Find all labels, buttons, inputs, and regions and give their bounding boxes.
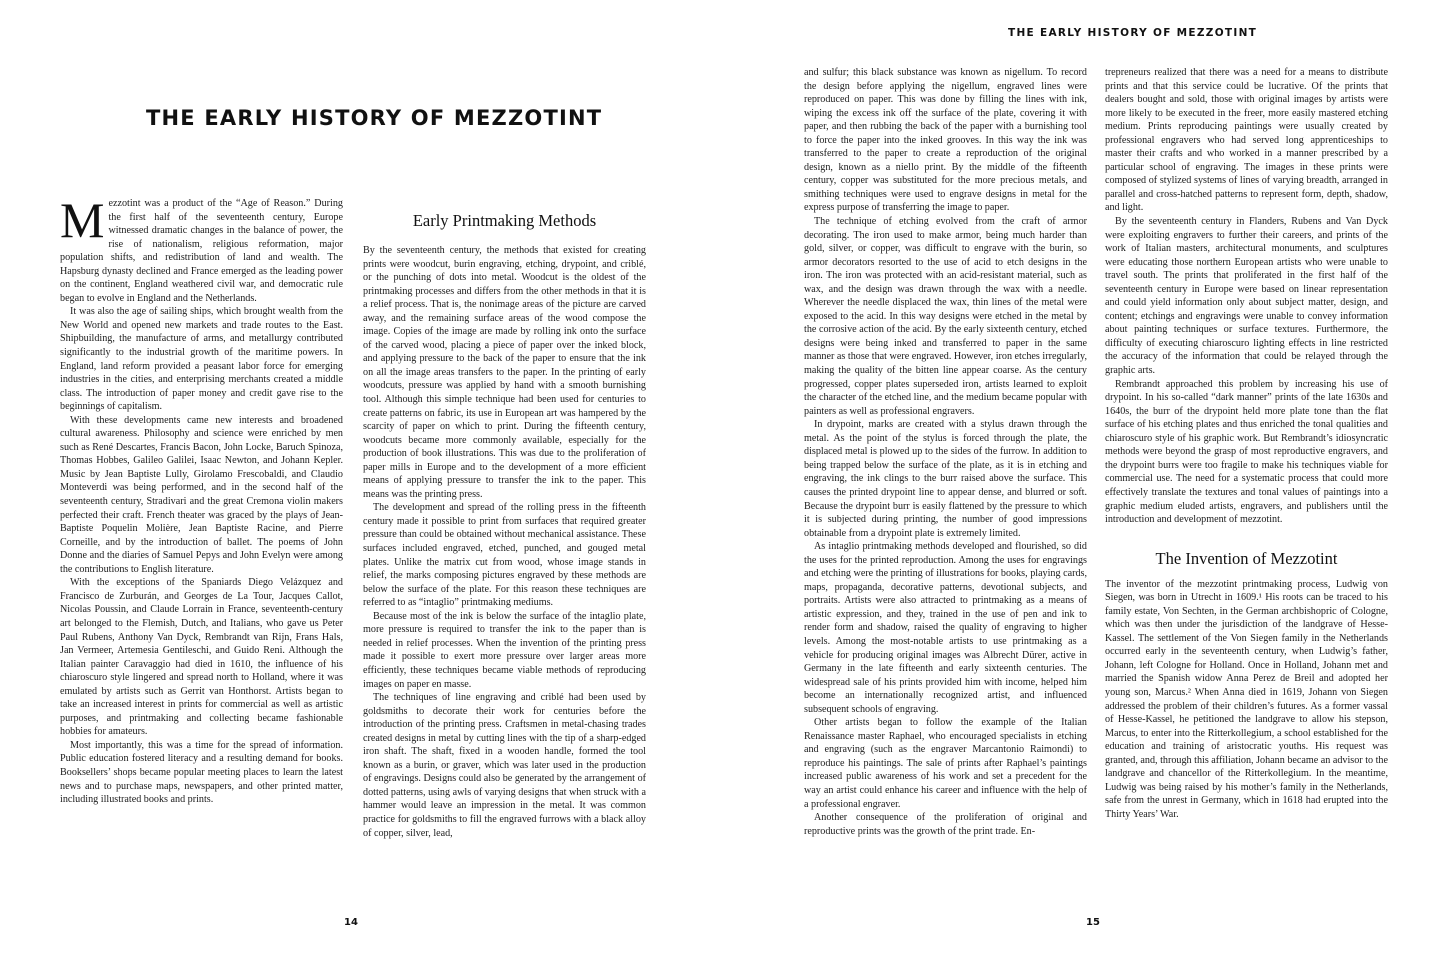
paragraph: In drypoint, marks are created with a stylus drawn through the metal. As the point of the stylus is forced through the plate, the displaced metal is plowed up to the sides of the furrow. In addition to being trapped below the surface of the plate, as it is in etching and engraving, the ink clings to the burr raised above the surface. This causes the printed drypoint line to appear dense, and blurred or soft. Because the drypoint burr is easily flattened by the pressure to which it is subjected during printing, the number of good impressions obtainable from a drypoint plate is extremely limited.	[804, 419, 1087, 539]
left-page	[0, 0, 722, 963]
right-page	[723, 0, 1445, 963]
paragraph: and sulfur; this black substance was known as nigellum. To record the design before applying the nigellum, engraved lines were reproduced on paper. This was done by filling the lines with ink, wiping the excess ink off the surface of the plate, covering it with paper, and then rubbing the back of the paper with a burnishing tool to force the paper into the inked grooves. In this way the ink was transferred to the paper to create a reproduction of the original design, known as a niello print. By the middle of the fifteenth century, copper was substituted for the more precious metals, and smithing techniques were used to engrave designs in metal for the express purpose of transferring the image to paper.	[804, 67, 1087, 214]
page-number-left: 14	[344, 917, 358, 928]
paragraph: With the exceptions of the Spaniards Diego Velázquez and Francisco de Zurburán, and Georges de La Tour, Jacques Callot, Nicolas Poussin, and Claude Lorrain in France, seventeenth-century art belonged to the Flemish, Dutch, and Italians, who gave us Peter Paul Rubens, Anthony Van Dyck, Rembrandt van Rijn, Frans Hals, Jan Vermeer, Artemesia Gentileschi, and Guido Reni. Although the Italian painter Caravaggio had died in 1610, the influence of his chiaroscuro style lingered and spread north to Holland, where it was emulated by artists such as Gerrit van Honthorst. Artists began to take an increased interest in prints for commercial as well as artistic purposes, and printmaking and collecting became fashionable hobbies for amateurs.	[60, 577, 343, 738]
paragraph: With these developments came new interests and broadened cultural awareness. Philosophy and science were enriched by men such as René Descartes, Francis Bacon, John Locke, Baruch Spinoza, Thomas Hobbes, Galileo Galilei, Isaac Newton, and Johann Kepler. Music by Jean Baptiste Lully, Girolamo Frescobaldi, and Claudio Monteverdi was being performed, and in the second half of the seventeenth century, Stradivari and the great Cremona violin makers perfected their craft. French theater was graced by the plays of Jean-Baptiste Poquelin Molière, Jean Baptiste Racine, and Pierre Corneille, and by the introduction of ballet. The poems of John Donne and the diaries of Samuel Pepys and John Evelyn were among the contributions to English literature.	[60, 414, 343, 575]
paragraph: The development and spread of the rolling press in the fifteenth century made it possible to print from surfaces that required greater pressure than could be obtained without mechanical assistance. These surfaces included engraved, etched, punched, and gouged metal plates. Unlike the matrix cut from wood, whose image stands in relief, the marks composing pictures engraved by these methods are below the surface of the plate. For this reason these techniques are referred to as “intaglio” printmaking mediums.	[363, 502, 646, 609]
paragraph: By the seventeenth century in Flanders, Rubens and Van Dyck were exploiting engravers to further their careers, and prints of the work of Italian masters, architectural monuments, and sculptures were educating those northern European artists who were unable to travel south. The prints that proliferated in the first half of the seventeenth century in Europe were based on linear representation and could yield information only about subject matter, design, and content; etchings and engravings were unable to convey information about painting techniques or surface textures. Furthermore, the difficulty of executing chiaroscuro lighting effects in line restricted the accuracy of the information that could be relayed through the graphic arts.	[1105, 216, 1388, 377]
page-number-right: 15	[1086, 917, 1100, 928]
paragraph: The technique of etching evolved from the craft of armor decorating. The iron used to make armor, being much harder than gold, silver, or copper, was difficult to engrave with the burin, so armor decorators resorted to the use of acid to etch designs in the iron. The iron was protected with an acid-resistant material, such as wax, and the design was drawn through the wax with a needle. Wherever the needle displaced the wax, thin lines of the metal were exposed to the acid. In this way designs were etched in the metal by the corrosive action of the acid. By the early sixteenth century, etched designs were being inked and transferred to paper in the same manner as those that were engraved. However, iron etches irregularly, making the quality of the bitten line appear coarse. As the century progressed, copper plates superseded iron, artists learned to exploit the character of the etched line, and the medium became popular with painters as well as professional engravers.	[804, 216, 1087, 417]
paragraph: Because most of the ink is below the surface of the intaglio plate, more pressure is required to transfer the ink to the paper than is needed in relief processes. When the invention of the printing press made it possible to exert more pressure over larger areas more efficiently, these techniques became viable methods of reproducing images on paper en masse.	[363, 610, 646, 690]
body-column-4	[1105, 66, 1388, 896]
opening-paragraph	[60, 197, 343, 305]
paragraph: It was also the age of sailing ships, which brought wealth from the New World and opened new markets and trade routes to the East. Shipbuilding, the manufacture of arms, and metallurgy contributed significantly to the industrial growth of the maritime powers. In England, land reform provided a peasant labor force for emerging industries in the cities, and enterprising merchants created a middle class. The introduction of paper money and credit gave rise to the beginnings of capitalism.	[60, 306, 343, 413]
paragraph: Most importantly, this was a time for the spread of information. Public education fostered literacy and a resulting demand for books. Booksellers’ shops became popular meeting places to learn the latest news and to purchase maps, newspapers, and other printed matter, including illustrated books and prints.	[60, 739, 343, 806]
paragraph: As intaglio printmaking methods developed and flourished, so did the uses for the printed reproduction. Among the uses for engravings and etching were the printing of illustrations for books, playing cards, maps, propaganda, decorative patterns, devotional subjects, and portraits. Artists were also attracted to printmaking as a means of artistic expression, and they, trained in the use of pen and ink to render form and shadow, raised the quality of engraving to higher levels. Among the most-notable artists to use printmaking as a vehicle for producing original images was Albrecht Dürer, active in Germany in the late fifteenth and early sixteenth centuries. The widespread sale of his prints provided him with income, helped him become an internationally recognized artist, and influenced subsequent schools of engraving.	[804, 541, 1087, 715]
paragraph: The techniques of line engraving and criblé had been used by goldsmiths to decorate their work for centuries before the introduction of the printing press. Craftsmen in metal-chasing trades created designs in metal by cutting lines with the tip of a sharp-edged iron shaft. The shaft, fixed in a wooden handle, formed the tool known as a burin, or graver, which was later used in the production of engravings. Designs could also be generated by the arrangement of dotted patterns, using awls of varying designs that when struck with a hammer would leave an impression in the metal. It was common practice for goldsmiths to fill the engraved furrows with a black alloy of copper, silver, lead,	[363, 692, 646, 839]
paragraph: Other artists began to follow the example of the Italian Renaissance master Raphael, who encouraged specialists in etching and engraving (such as the engraver Marcantonio Raimondi) to reproduce his paintings. The sale of prints after Raphael’s paintings increased public awareness of his work and set a precedent for the way an artist could enhance his career and influence with the help of a professional engraver.	[804, 717, 1087, 810]
paragraph: Rembrandt approached this problem by increasing his use of drypoint. In his so-called “dark manner” prints of the late 1630s and 1640s, the burr of the drypoint held more plate tone than the flat surface of his etching plates and thus enriched the tonal qualities and chiaroscuro style of his graphic work. But Rembrandt’s idiosyncratic methods were beyond the grasp of most reproductive engravers, and the drypoint burrs were too fragile to make his techniques viable for commercial use. The need for a systematic process that could more effectively translate the textures and tonal values of paintings into a graphic medium eluded artists, engravers, and publishers until the introduction and development of mezzotint.	[1105, 378, 1388, 526]
chapter-title: THE EARLY HISTORY OF MEZZOTINT	[146, 106, 603, 130]
body-column-1	[60, 197, 343, 895]
paragraph: The inventor of the mezzotint printmaking process, Ludwig von Siegen, was born in Utrecht in 1609.¹ His roots can be traced to his family estate, Von Sechten, in the German archbishopric of Cologne, which was then under the jurisdiction of the landgrave of Hesse-Kassel. The settlement of the Von Siegen family in the Netherlands occurred early in the seventeenth century, when Ludwig’s father, Johann, left Cologne for Holland. Once in Holland, Johann met and married the Spanish widow Anna Perez de Breil and adopted her young son, Marcus.² When Anna died in 1619, Johann von Siegen addressed the problem of their children’s futures. As a former vassal of Hesse-Kassel, he petitioned the landgrave to allow his stepson, Marcus, to enter into the Ritterkollegium, a school established for the education and training of aristocratic youths. His request was granted, and, through this affiliation, Johann became an advisor to the landgrave and chancellor of the Ritterkollegium. In the meantime, Ludwig was being raised by his mother’s family in the Netherlands, safe from the unrest in Germany, which in 1618 had erupted into the Thirty Years’ War.	[1105, 578, 1388, 820]
running-head: THE EARLY HISTORY OF MEZZOTINT	[1008, 27, 1258, 39]
body-column-2	[363, 211, 646, 895]
paragraph-text: ezzotint was a product of the “Age of Reason.” During the first half of the seventeenth century, Europe witnessed dramatic changes in the balance of power, the rise of nationalism, religious reformation, major population shifts, and redistribution of land and wealth. The Hapsburg dynasty declined and France emerged as the leading power on the continent, England weathered civil war, and democratic rule began to evolve in England and the Netherlands.	[60, 198, 343, 304]
paragraph: Another consequence of the proliferation of original and reproductive prints was the growth of the print trade. En-	[804, 812, 1087, 837]
drop-cap: M	[60, 197, 105, 248]
section-heading-early-printmaking: Early Printmaking Methods	[412, 211, 597, 230]
body-column-3	[804, 66, 1087, 896]
paragraph: trepreneurs realized that there was a need for a means to distribute prints and that this service could be lucrative. Of the prints that dealers bought and sold, those with original images by artists were more likely to be executed in the freer, more easily mastered etching medium. Prints reproducing paintings were usually created by professional engravers who had served long apprenticeships to master their crafts and who worked in a manner prescribed by a particular school of engraving. The images in these prints were composed of stylized systems of lines of varying breadth, arranged in parallel and cross-hatched patterns to represent form, depth, shadow, and light.	[1105, 67, 1388, 214]
section-heading-invention: The Invention of Mezzotint	[1155, 548, 1338, 568]
paragraph: By the seventeenth century, the methods that existed for creating prints were woodcut, burin engraving, etching, drypoint, and criblé, or the punching of dots into metal. Woodcut is the oldest of the printmaking processes and differs from the other methods in that it is a relief process. That is, the nonimage areas of the picture are carved away, and the remaining surface areas of the wood compose the image. Copies of the image are made by rolling ink onto the surface of the carved wood, placing a piece of paper over the inked block, and applying pressure to the back of the paper to ensure that the ink on all the image areas transfers to the paper. In the printing of early woodcuts, pressure was applied by hand with a smooth burnishing tool. Although this simple technique had been used for centuries to create patterns on fabric, its use in European art was hampered by the scarcity of paper on which to print. During the fifteenth century, woodcuts became more commonly available, especially for the production of book illustrations. This was due to the proliferation of paper mills in Europe and to the development of a more efficient means of applying pressure to transfer the ink to the paper. This means was the printing press.	[363, 245, 646, 500]
